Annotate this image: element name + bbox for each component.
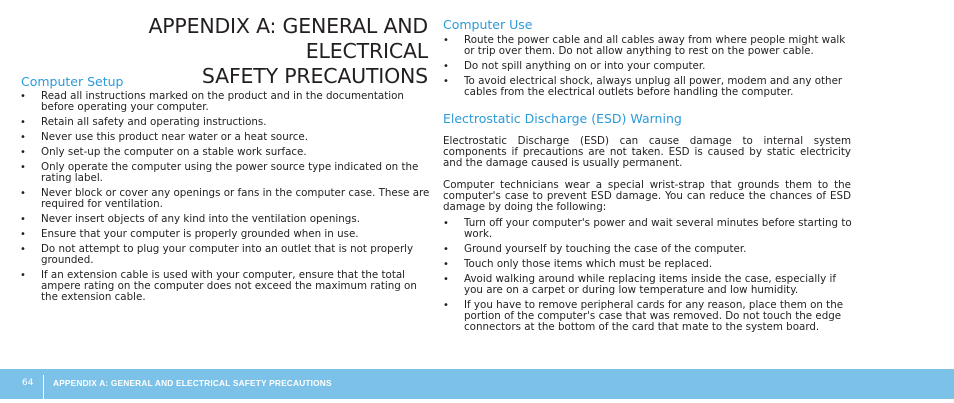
page-title-line1: APPENDIX A: GENERAL AND ELECTRICAL bbox=[148, 14, 428, 63]
esd-paragraph-1: Electrostatic Discharge (ESD) can cause damage to internal system components if precautions are not taken. ESD is caused by static electricity and the damage caused is usually permanent. bbox=[443, 135, 851, 169]
esd-list bbox=[443, 218, 853, 337]
list-item: • Never insert objects of any kind into the ventilation openings. bbox=[20, 214, 430, 225]
list-item: • Only operate the computer using the power source type indicated on the rating label. bbox=[20, 162, 430, 184]
footer-bar bbox=[0, 369, 954, 399]
list-item: • Turn off your computer's power and wait several minutes before starting to work. bbox=[443, 218, 853, 240]
list-item: • Ground yourself by touching the case of the computer. bbox=[443, 244, 853, 255]
list-item: • If an extension cable is used with your computer, ensure that the total ampere rating on the computer does not exceed the maximum rating on the extension cable. bbox=[20, 270, 430, 303]
computer-setup-list bbox=[20, 91, 430, 307]
list-item: • Read all instructions marked on the product and in the documentation before operating your computer. bbox=[20, 91, 430, 113]
page-title-line2: SAFETY PRECAUTIONS bbox=[201, 64, 428, 88]
esd-heading: Electrostatic Discharge (ESD) Warning bbox=[443, 111, 682, 126]
list-item: • If you have to remove peripheral cards for any reason, place them on the portion of the computer's case that was removed. Do not touch the edge connectors at the bottom of the card that mate to the system board. bbox=[443, 300, 853, 333]
list-item: • Never block or cover any openings or fans in the computer case. These are required for ventilation. bbox=[20, 188, 430, 210]
list-item: • Do not spill anything on or into your computer. bbox=[443, 61, 853, 72]
list-item: • Route the power cable and all cables away from where people might walk or trip over them. Do not allow anything to rest on the power cable. bbox=[443, 35, 853, 57]
page-number: 64 bbox=[22, 378, 34, 388]
footer-title: APPENDIX A: GENERAL AND ELECTRICAL SAFETY PRECAUTIONS bbox=[53, 378, 332, 388]
esd-paragraph-2: Computer technicians wear a special wrist-strap that grounds them to the computer's case to prevent ESD damage. You can reduce the chances of ESD damage by doing the following: bbox=[443, 179, 851, 213]
footer-divider bbox=[43, 375, 44, 399]
list-item: • To avoid electrical shock, always unplug all power, modem and any other cables from the electrical outlets before handling the computer. bbox=[443, 76, 853, 98]
list-item: • Retain all safety and operating instructions. bbox=[20, 117, 430, 128]
list-item: • Only set-up the computer on a stable work surface. bbox=[20, 147, 430, 158]
list-item: • Never use this product near water or a heat source. bbox=[20, 132, 430, 143]
list-item: • Avoid walking around while replacing items inside the case, especially if you are on a carpet or during low temperature and low humidity. bbox=[443, 274, 853, 296]
list-item: • Do not attempt to plug your computer into an outlet that is not properly grounded. bbox=[20, 244, 430, 266]
list-item: • Touch only those items which must be replaced. bbox=[443, 259, 853, 270]
computer-use-heading: Computer Use bbox=[443, 17, 533, 32]
list-item: • Ensure that your computer is properly grounded when in use. bbox=[20, 229, 430, 240]
computer-setup-heading: Computer Setup bbox=[21, 74, 124, 89]
computer-use-list bbox=[443, 35, 853, 102]
